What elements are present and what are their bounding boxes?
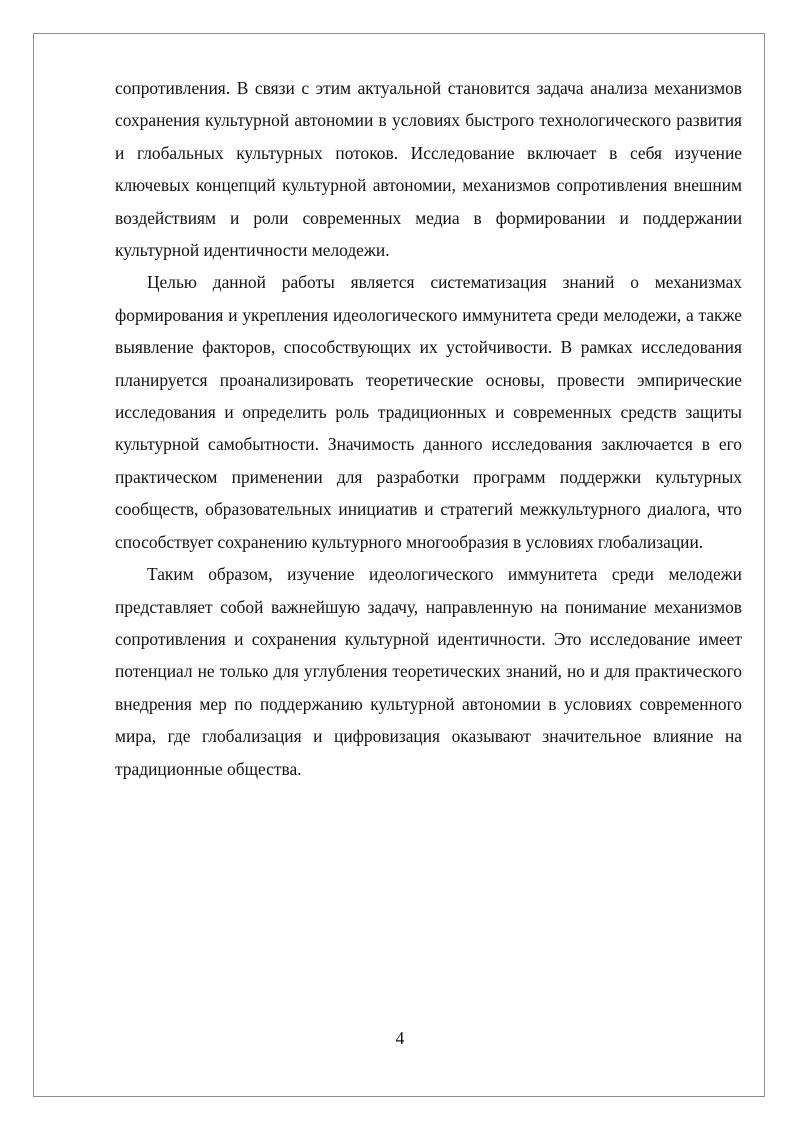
- document-body: [115, 72, 742, 785]
- page-number: 4: [395, 1028, 405, 1048]
- paragraph-conclusion: Таким образом, изучение идеологического иммунитета среди мелодежи представляет собой важнейшую задачу, направленную на понимание механизмов сопротивления и сохранения культурной идентичности. Это исследование имеет потенциал не только для углубления теоретических знаний, но и для практического внедрения мер по поддержанию культурной автономии в условиях современного мира, где глобализация и цифровизация оказывают значительное влияние на традиционные общества.: [115, 564, 742, 779]
- paragraph-purpose: Целью данной работы является систематизация знаний о механизмах формирования и укрепления идеологического иммунитета среди мелодежи, а также выявление факторов, способствующих их устойчивости. В рамках исследования планируется проанализировать теоретические основы, провести эмпирические исследования и определить роль традиционных и современных средств защиты культурной самобытности. Значимость данного исследования заключается в его практическом применении для разработки программ поддержки культурных сообществ, образовательных инициатив и стратегий межкультурного диалога, что способствует сохранению культурного многообразия в условиях глобализации.: [115, 272, 742, 552]
- paragraph-continuation: сопротивления. В связи с этим актуальной становится задача анализа механизмов сохранения культурной автономии в условиях быстрого технологического развития и глобальных культурных потоков. Исследование включает в себя изучение ключевых концепций культурной автономии, механизмов сопротивления внешним воздействиям и роли современных медиа в формировании и поддержании культурной идентичности мелодежи.: [115, 78, 742, 261]
